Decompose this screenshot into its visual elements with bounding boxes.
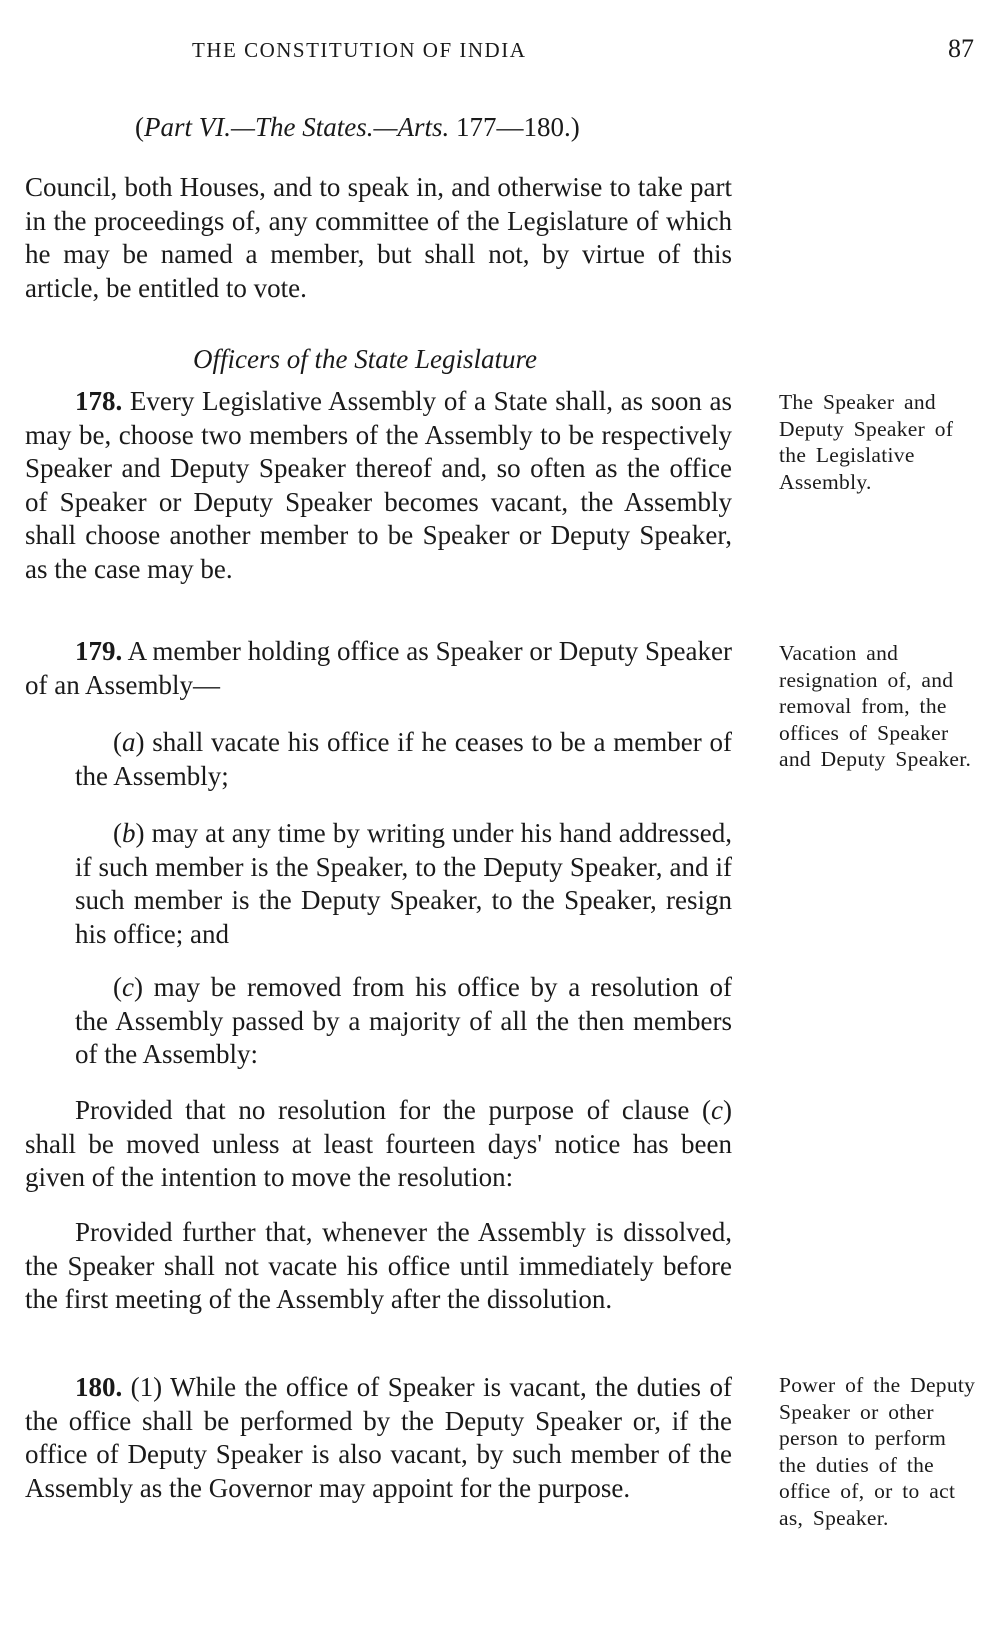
article-179-intro-text: A member holding office as Speaker or Deputy Speaker of an Assembly— [25, 636, 732, 700]
article-178-paragraph [25, 385, 732, 587]
clause-b [75, 817, 732, 951]
proviso-1-before: Provided that no resolution for the purpose of clause ( [75, 1095, 712, 1125]
clause-a [75, 726, 732, 793]
proviso-1 [25, 1094, 732, 1195]
clause-c [75, 971, 732, 1072]
proviso-1-after: ) shall be moved unless at least fourteen days' notice has been given of the intention to move the resolution: [25, 1095, 732, 1193]
part-reference-part: Part VI.—The States.—Arts. [144, 112, 450, 142]
article-180-text: (1) While the office of Speaker is vacant, the duties of the office shall be performed by the Deputy Speaker or, if the office of Deputy Speaker is also vacant, by such member of the Assembly as the Governor may appoint for the purpose. [25, 1372, 732, 1503]
part-reference-range: 177—180.) [449, 112, 580, 142]
section-heading: Officers of the State Legislature [193, 344, 537, 374]
proviso-1-letter: c [711, 1095, 723, 1125]
clause-b-open: ( [113, 818, 122, 848]
article-178-text: Every Legislative Assembly of a State shall, as soon as may be, choose two members of the Assembly to be respectively Speaker and Deputy Speaker thereof and, so often as the office of Speaker or Deputy Speaker becomes vacant, the Assembly shall choose another member to be Speaker or Deputy Speaker, as the case may be. [25, 386, 732, 584]
page-number: 87 [948, 34, 974, 63]
clause-c-text: ) may be removed from his office by a resolution of the Assembly passed by a majority of all the then members of the Assembly: [75, 972, 732, 1070]
article-178-margin-note: The Speaker and Deputy Speaker of the Legislative Assembly. [779, 390, 954, 494]
clause-c-letter: c [122, 972, 134, 1002]
article-178-number: 178. [75, 386, 123, 416]
clause-a-text: ) shall vacate his office if he ceases to be a member of the Assembly; [75, 727, 732, 791]
clause-a-open: ( [113, 727, 122, 757]
clause-b-text: ) may at any time by writing under his hand addressed, if such member is the Speaker, to the Deputy Speaker, and if such member is the Deputy Speaker, to the Speaker, resign his office; and [75, 818, 732, 949]
article-180-margin-note: Power of the Deputy Speaker or other person to perform the duties of the office of, or to act as, Speaker. [779, 1373, 976, 1530]
clause-b-letter: b [122, 818, 136, 848]
part-reference [135, 112, 580, 143]
article-180-number: 180. [75, 1372, 123, 1402]
part-reference-open: ( [135, 112, 144, 142]
proviso-2: Provided further that, whenever the Assembly is dissolved, the Speaker shall not vacate his office until immediately before the first meeting of the Assembly after the dissolution. [25, 1217, 732, 1315]
article-179-margin-note: Vacation and resignation of, and removal from, the offices of Speaker and Deputy Speaker. [779, 641, 972, 771]
running-title: THE CONSTITUTION OF INDIA [192, 38, 527, 62]
article-180-paragraph [25, 1371, 732, 1505]
article-179-intro [25, 635, 732, 702]
continuation-paragraph: Council, both Houses, and to speak in, and otherwise to take part in the proceedings of, any committee of the Legislature of which he may be named a member, but shall not, by virtue of this article, be entitled to vote. [25, 172, 732, 303]
clause-c-open: ( [113, 972, 122, 1002]
article-179-number: 179. [75, 636, 123, 666]
clause-a-letter: a [122, 727, 136, 757]
